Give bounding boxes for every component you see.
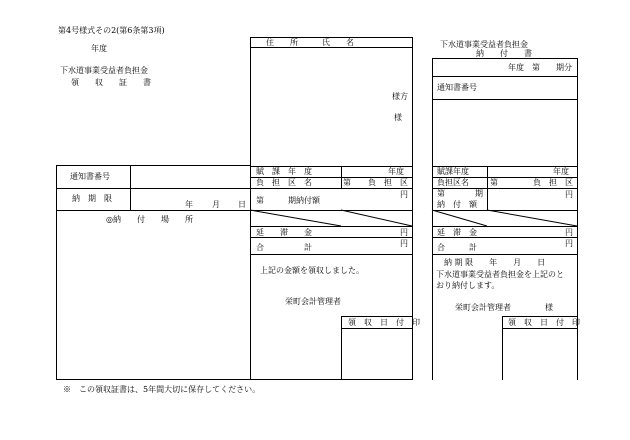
middle-rule-254 — [250, 254, 412, 255]
middle-stamp-rule — [341, 328, 412, 329]
middle-yen-3: 円 — [400, 239, 408, 248]
middle-dai-ki: 第 期納付額 — [256, 196, 320, 205]
right-right-border — [577, 58, 578, 380]
middle-stamp-label: 領 収 日 付 印 — [348, 318, 420, 327]
middle-received-message: 上記の金額を領収しました。 — [260, 266, 364, 275]
right-stamp-label: 領 収 日 付 印 — [508, 318, 580, 327]
right-fuka-nendo: 賦課年度 — [437, 167, 469, 176]
left-bottom-rule — [56, 379, 412, 380]
right-nouki: 納 期 限 年 月 日 — [444, 258, 546, 267]
middle-stamp-left — [341, 316, 342, 380]
left-title: 下水道事業受益者負担金 — [60, 66, 148, 75]
middle-futan-ku: 負 担 区 名 — [256, 178, 312, 187]
left-outer-border — [56, 165, 57, 379]
middle-stamp-top — [341, 316, 412, 317]
right-yen-1: 円 — [565, 190, 573, 199]
right-treasurer: 栄町会計管理者 — [455, 303, 511, 312]
right-dai: 第 — [490, 178, 498, 187]
middle-treasurer: 栄町会計管理者 — [285, 297, 341, 306]
left-nouki-label: 納 期 限 — [72, 194, 112, 203]
middle-futan-ku2: 負 担 区 — [368, 178, 408, 187]
middle-rule-226 — [250, 226, 412, 227]
middle-address-name-header: 住 所 氏 名 — [266, 38, 354, 47]
left-year-unit: 年 — [185, 200, 193, 209]
left-rule-3 — [56, 210, 250, 211]
right-payment-slip-heading: 納 付 書 — [476, 49, 532, 58]
form-number: 第4号様式その2(第6条第3項) — [58, 26, 165, 35]
left-rule-2 — [56, 188, 250, 189]
right-nendo-period: 年度 第 期分 — [508, 63, 572, 72]
middle-yen-1: 円 — [400, 190, 408, 199]
right-top-rule — [432, 58, 577, 59]
right-entai: 延 滞 金 — [437, 228, 477, 237]
right-ki: 期 — [475, 189, 483, 198]
left-label-divider — [130, 165, 131, 210]
middle-goukei: 合 計 — [256, 243, 312, 252]
left-top-rule — [56, 165, 250, 166]
right-stamp-left — [502, 316, 503, 380]
left-nendo: 年度 — [91, 44, 107, 53]
right-title: 下水道事業受益者負担金 — [440, 40, 528, 49]
left-receipt-heading: 領 収 証 書 — [71, 78, 151, 87]
right-rule-254 — [432, 254, 577, 255]
right-tsuchisho-label: 通知書番号 — [437, 83, 477, 92]
right-futan-ku: 負担区名 — [437, 178, 469, 187]
right-rule-188 — [432, 188, 577, 189]
middle-dai: 第 — [343, 178, 351, 187]
right-pay-message-2: おり納付します。 — [436, 281, 500, 290]
middle-right-border — [412, 37, 413, 380]
right-rule-99 — [432, 99, 577, 100]
middle-diagonal-2 — [341, 210, 412, 226]
retention-note: ※ この領収証書は、5年間大切に保存してください。 — [63, 385, 261, 394]
right-stamp-top — [502, 316, 577, 317]
right-rule-76 — [432, 76, 577, 77]
right-pay-message-1: 下水道事業受益者負担金を上記のと — [436, 270, 564, 279]
right-dai2: 第 — [437, 189, 445, 198]
middle-yen-2: 円 — [400, 228, 408, 237]
right-sama: 様 — [545, 303, 553, 312]
middle-fuka-nendo: 賦 課 年 度 — [256, 167, 312, 176]
left-tsuchisho-label: 通知書番号 — [70, 172, 110, 181]
middle-samakata: 様方 — [392, 92, 408, 101]
right-nendo: 年度 — [553, 167, 569, 176]
left-day-unit: 日 — [238, 200, 246, 209]
right-futan-ku2: 負 担 区 — [533, 178, 573, 187]
left-month-unit: 月 — [212, 200, 220, 209]
middle-left-border — [250, 37, 251, 379]
middle-col-divider — [341, 166, 342, 188]
right-diagonal-2 — [487, 210, 577, 226]
right-col-divider — [487, 166, 488, 210]
right-stamp-rule — [502, 328, 577, 329]
right-yen-2: 円 — [565, 228, 573, 237]
right-rule-226 — [432, 226, 577, 227]
right-goukei: 合 計 — [437, 243, 477, 252]
right-nofu-gaku: 納 付 額 — [437, 200, 477, 209]
middle-rule-188 — [250, 188, 412, 189]
right-yen-3: 円 — [565, 239, 573, 248]
right-diagonal-1 — [432, 210, 487, 226]
middle-entai: 延 滞 金 — [256, 228, 312, 237]
middle-nendo: 年度 — [388, 167, 404, 176]
left-payment-place: ◎納 付 場 所 — [106, 215, 193, 224]
middle-sama: 様 — [394, 113, 402, 122]
middle-diagonal-1 — [250, 210, 341, 226]
